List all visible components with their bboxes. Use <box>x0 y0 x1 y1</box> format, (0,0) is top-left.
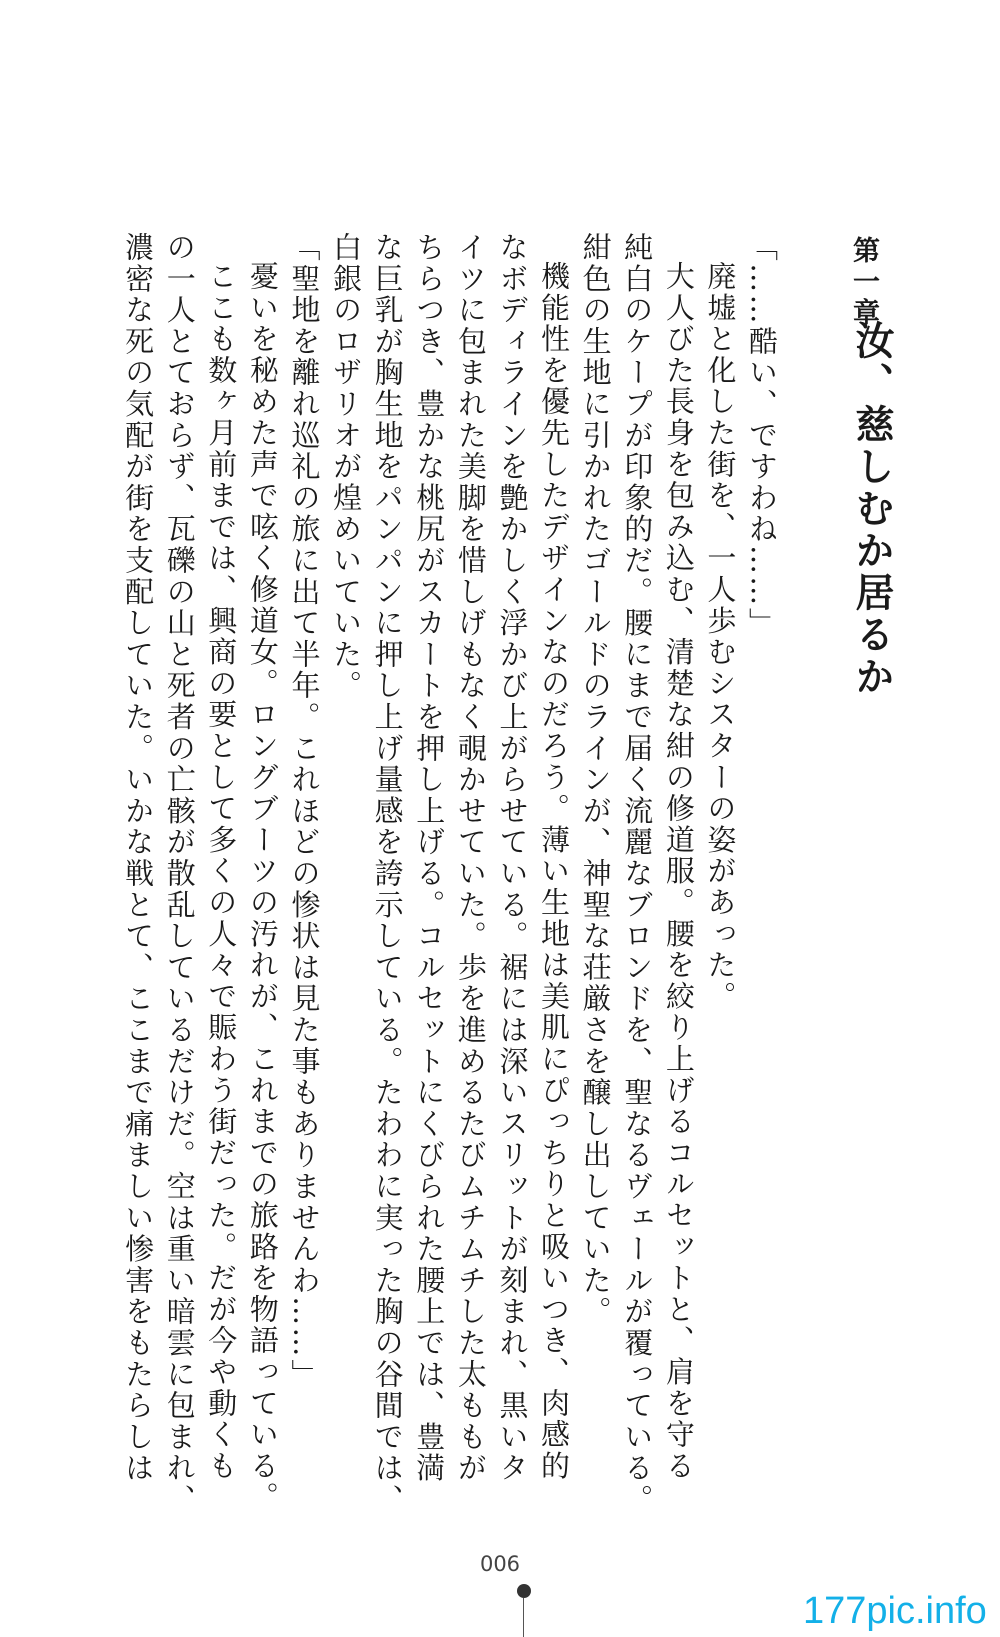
text-line: 「……酷い、ですわね……」 <box>745 232 779 639</box>
text-line: 「聖地を離れ巡礼の旅に出て半年。これほどの惨状は見た事もありませんわ……」 <box>287 232 322 1391</box>
page-number: 006 <box>479 1552 521 1576</box>
text-line: 機能性を優先したデザインなのだろう。薄い生地は美肌にぴっちりと吸いつき、肉感的 <box>537 261 572 1482</box>
text-line: 憂いを秘めた声で呟く修道女。ロングブーツの汚れが、これまでの旅路を物語っている。 <box>245 261 280 1513</box>
text-line: 廃墟と化した街を、一人歩むシスターの姿があった。 <box>703 261 738 1013</box>
text-line: ここも数ヶ月前までは、興商の要として多くの人々で賑わう街だった。だが今や動くも <box>204 261 239 1482</box>
text-line: 濃密な死の気配が街を支配していた。いかな戦とて、ここまで痛ましい惨害をもたらしは <box>121 232 156 1484</box>
body-text <box>121 232 779 1516</box>
watermark: 177pic.info <box>803 1590 987 1632</box>
page-marker-line <box>523 1598 524 1637</box>
text-line: 白銀のロザリオが煌めいていた。 <box>329 232 364 702</box>
text-line: の一人とておらず、瓦礫の山と死者の亡骸が散乱しているだけだ。空は重い暗雲に包まれ、 <box>162 232 197 1516</box>
text-line: ちらつき、豊かな桃尻がスカートを押し上げる。コルセットにくびられた腰上では、豊満 <box>412 232 447 1484</box>
chapter-label: 第一章 <box>848 236 879 329</box>
text-line: イツに包まれた美脚を惜しげもなく覗かせていた。歩を進めるたびムチムチした太ももが <box>453 232 488 1484</box>
text-line: なボディラインを艶かしく浮かび上がらせている。裾には深いスリットが刻まれ、黒いタ <box>495 232 530 1484</box>
text-line: 純白のケープが印象的だ。腰にまで届く流麗なブロンドを、聖なるヴェールが覆っている。 <box>620 232 655 1516</box>
chapter-title: 汝、慈しむか居るか <box>849 320 895 698</box>
page-marker-dot <box>517 1584 531 1598</box>
text-line: 紺色の生地に引かれたゴールドのラインが、神聖な荘厳さを醸し出していた。 <box>578 232 613 1328</box>
text-line: な巨乳が胸生地をパンパンに押し上げ量感を誇示している。たわわに実った胸の谷間では、 <box>370 232 405 1516</box>
text-line: 大人びた長身を包み込む、清楚な紺の修道服。腰を絞り上げるコルセットと、肩を守る <box>661 261 696 1482</box>
